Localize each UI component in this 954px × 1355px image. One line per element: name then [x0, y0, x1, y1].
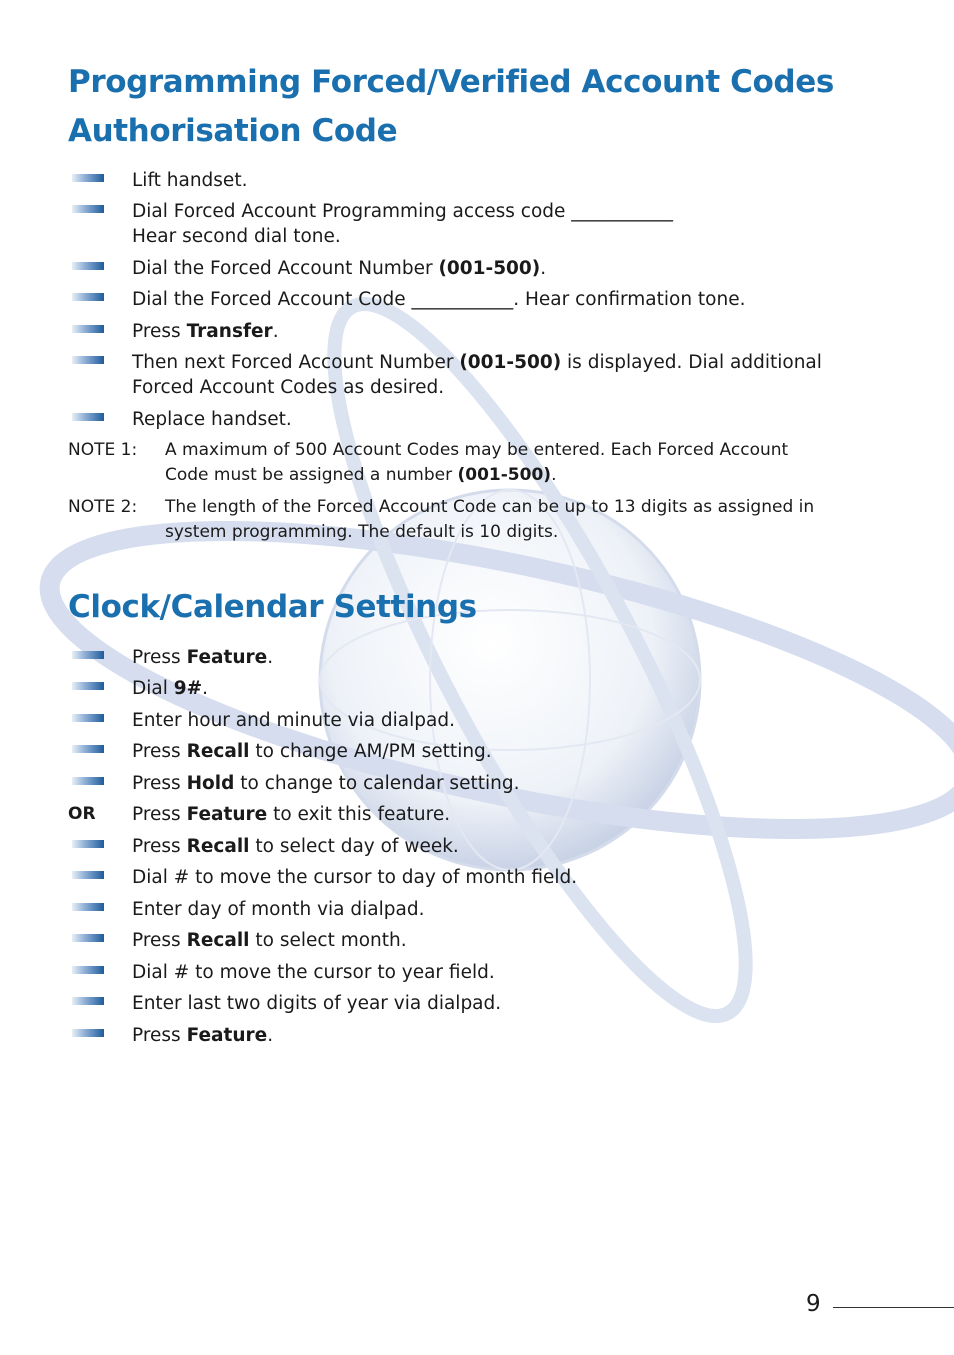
step-text	[132, 802, 842, 827]
step-text-bold: Feature	[186, 1025, 268, 1046]
step-text	[132, 960, 842, 985]
step-text-c: .	[272, 321, 279, 342]
step-text	[132, 168, 842, 193]
step-text-a: Then next Forced Account Number	[132, 352, 460, 373]
section-title-clock-calendar: Clock/Calendar Settings	[68, 589, 477, 625]
page-number-rule	[833, 1307, 954, 1308]
step-text-c: to change to calendar setting.	[234, 773, 520, 794]
step-bullet-icon	[72, 777, 104, 785]
note-text-b: system programming. The default is 10 digits.	[165, 522, 559, 542]
section-title-account-codes: Programming Forced/Verified Account Codes Authorisation Code	[68, 64, 834, 149]
step-text-c: .	[267, 647, 274, 668]
step-text	[132, 645, 842, 670]
step-text-c: to select day of week.	[249, 836, 459, 857]
step-text-a: Press	[132, 321, 187, 342]
step-text-a: Dial # to move the cursor to day of month field.	[132, 867, 578, 888]
step-bullet-icon	[72, 997, 104, 1005]
step-text-bold: Recall	[186, 930, 250, 951]
step-text-a: Press	[132, 836, 187, 857]
step-text-c: .	[202, 678, 209, 699]
step-bullet-icon	[72, 934, 104, 942]
step-text-a: Enter day of month via dialpad.	[132, 899, 425, 920]
step-bullet-icon	[72, 903, 104, 911]
step-text	[132, 928, 842, 953]
step-text-c: to exit this feature.	[267, 804, 451, 825]
step-text-bold: Recall	[186, 836, 250, 857]
step-text-c: to select month.	[249, 930, 407, 951]
step-text-bold: (001-500)	[459, 352, 562, 373]
or-label: OR	[68, 804, 96, 824]
step-bullet-icon	[72, 1029, 104, 1037]
step-text	[132, 991, 842, 1016]
step-text-c: is displayed. Dial additional	[561, 352, 822, 373]
step-bullet-icon	[72, 293, 104, 301]
step-text-a: Press	[132, 930, 187, 951]
step-text-a: Press	[132, 773, 187, 794]
step-text-bold: (001-500)	[438, 258, 541, 279]
note-text-b: Code must be assigned a number	[165, 465, 458, 485]
note-text-bold: (001-500)	[457, 465, 552, 485]
note-text-d: .	[551, 465, 557, 485]
step-text-a: Enter last two digits of year via dialpad.	[132, 993, 502, 1014]
step-bullet-icon	[72, 966, 104, 974]
step-text-line2: Hear second dial tone.	[132, 226, 341, 247]
step-text-a: Replace handset.	[132, 409, 292, 430]
step-bullet-icon	[72, 325, 104, 333]
step-bullet-icon	[72, 651, 104, 659]
step-text	[132, 350, 842, 400]
step-text	[132, 708, 842, 733]
step-text	[132, 256, 842, 281]
step-text-c: to change AM/PM setting.	[249, 741, 492, 762]
step-text	[132, 1023, 842, 1048]
step-text	[132, 407, 842, 432]
step-text	[132, 199, 842, 249]
note-label: NOTE 1:	[68, 440, 138, 460]
step-text	[132, 771, 842, 796]
step-text-a: Lift handset.	[132, 170, 248, 191]
step-text-c: .	[267, 1025, 274, 1046]
step-text-bold: Feature	[186, 647, 268, 668]
note-label: NOTE 2:	[68, 497, 138, 517]
step-text-a: Press	[132, 647, 187, 668]
step-text-a: Dial the Forced Account Number	[132, 258, 439, 279]
note-text	[165, 495, 855, 545]
note-text-a: The length of the Forced Account Code can be up to 13 digits as assigned in	[165, 497, 815, 517]
step-bullet-icon	[72, 413, 104, 421]
step-text	[132, 287, 842, 312]
page-number: 9	[806, 1291, 821, 1317]
step-text-bold: Recall	[186, 741, 250, 762]
step-text-a: Dial Forced Account Programming access code ___________	[132, 201, 674, 222]
step-text-bold: Feature	[186, 804, 268, 825]
step-bullet-icon	[72, 174, 104, 182]
step-text	[132, 319, 842, 344]
step-bullet-icon	[72, 745, 104, 753]
step-bullet-icon	[72, 262, 104, 270]
step-text-a: Press	[132, 804, 187, 825]
step-text-a: Dial	[132, 678, 174, 699]
step-text	[132, 676, 842, 701]
step-text	[132, 834, 842, 859]
step-bullet-icon	[72, 714, 104, 722]
step-bullet-icon	[72, 840, 104, 848]
step-bullet-icon	[72, 682, 104, 690]
step-text-a: Dial # to move the cursor to year field.	[132, 962, 495, 983]
step-text	[132, 865, 842, 890]
step-text-bold: Transfer	[186, 321, 273, 342]
step-text-bold: 9#	[173, 678, 203, 699]
step-bullet-icon	[72, 356, 104, 364]
step-text	[132, 897, 842, 922]
step-text-bold: Hold	[186, 773, 235, 794]
note-text	[165, 438, 855, 488]
step-text-a: Press	[132, 1025, 187, 1046]
step-bullet-icon	[72, 871, 104, 879]
note-text-a: A maximum of 500 Account Codes may be entered. Each Forced Account	[165, 440, 789, 460]
step-text-a: Enter hour and minute via dialpad.	[132, 710, 455, 731]
step-text-a: Press	[132, 741, 187, 762]
step-text-a: Dial the Forced Account Code ___________. Hear confirmation tone.	[132, 289, 746, 310]
step-text-c: .	[540, 258, 547, 279]
step-text-line2: Forced Account Codes as desired.	[132, 377, 445, 398]
step-text	[132, 739, 842, 764]
step-bullet-icon	[72, 205, 104, 213]
